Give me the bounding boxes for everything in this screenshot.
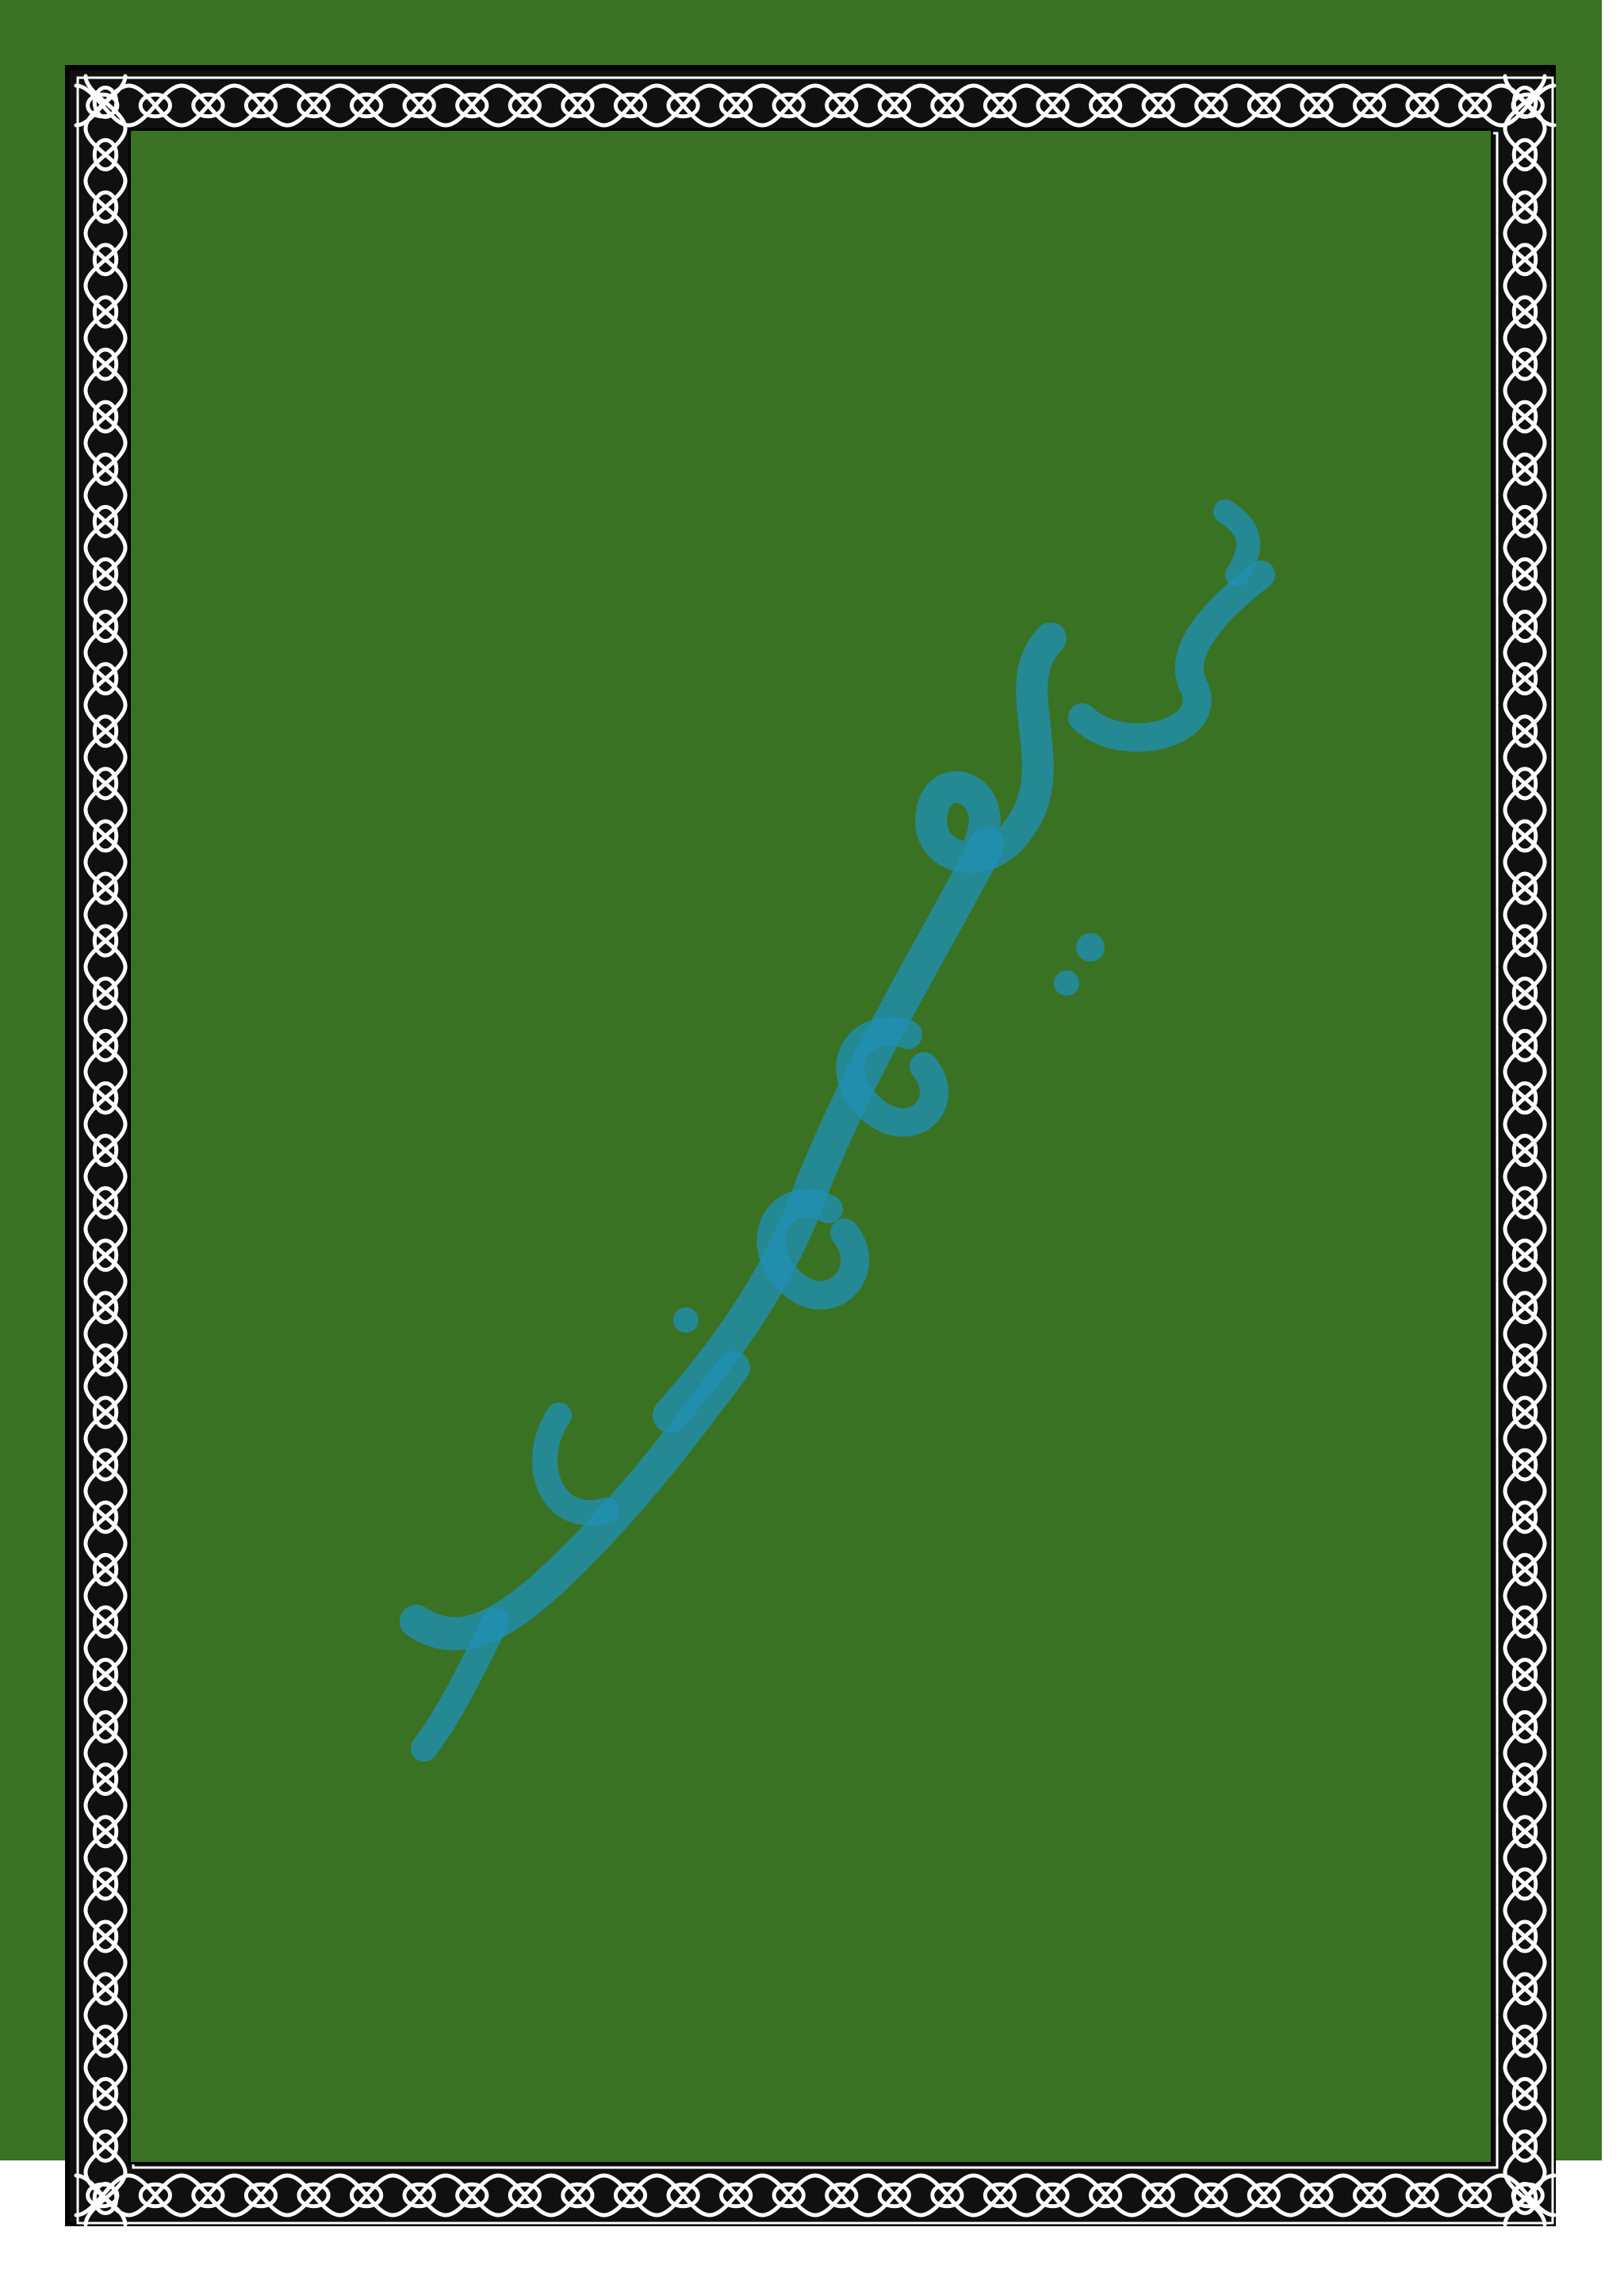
hadith-paragraph-3	[199, 682, 1423, 885]
hadith-paragraph-1	[199, 228, 1423, 380]
hadith-paragraph-7	[199, 1848, 1423, 2051]
hadith-paragraph-5	[199, 1342, 1423, 1545]
hadith-paragraph-2	[199, 428, 1423, 631]
hadith-paragraph-4	[199, 935, 1423, 1290]
text-panel	[128, 128, 1493, 2164]
page-title	[131, 144, 1491, 191]
hadith-paragraph-6	[199, 1596, 1423, 1799]
